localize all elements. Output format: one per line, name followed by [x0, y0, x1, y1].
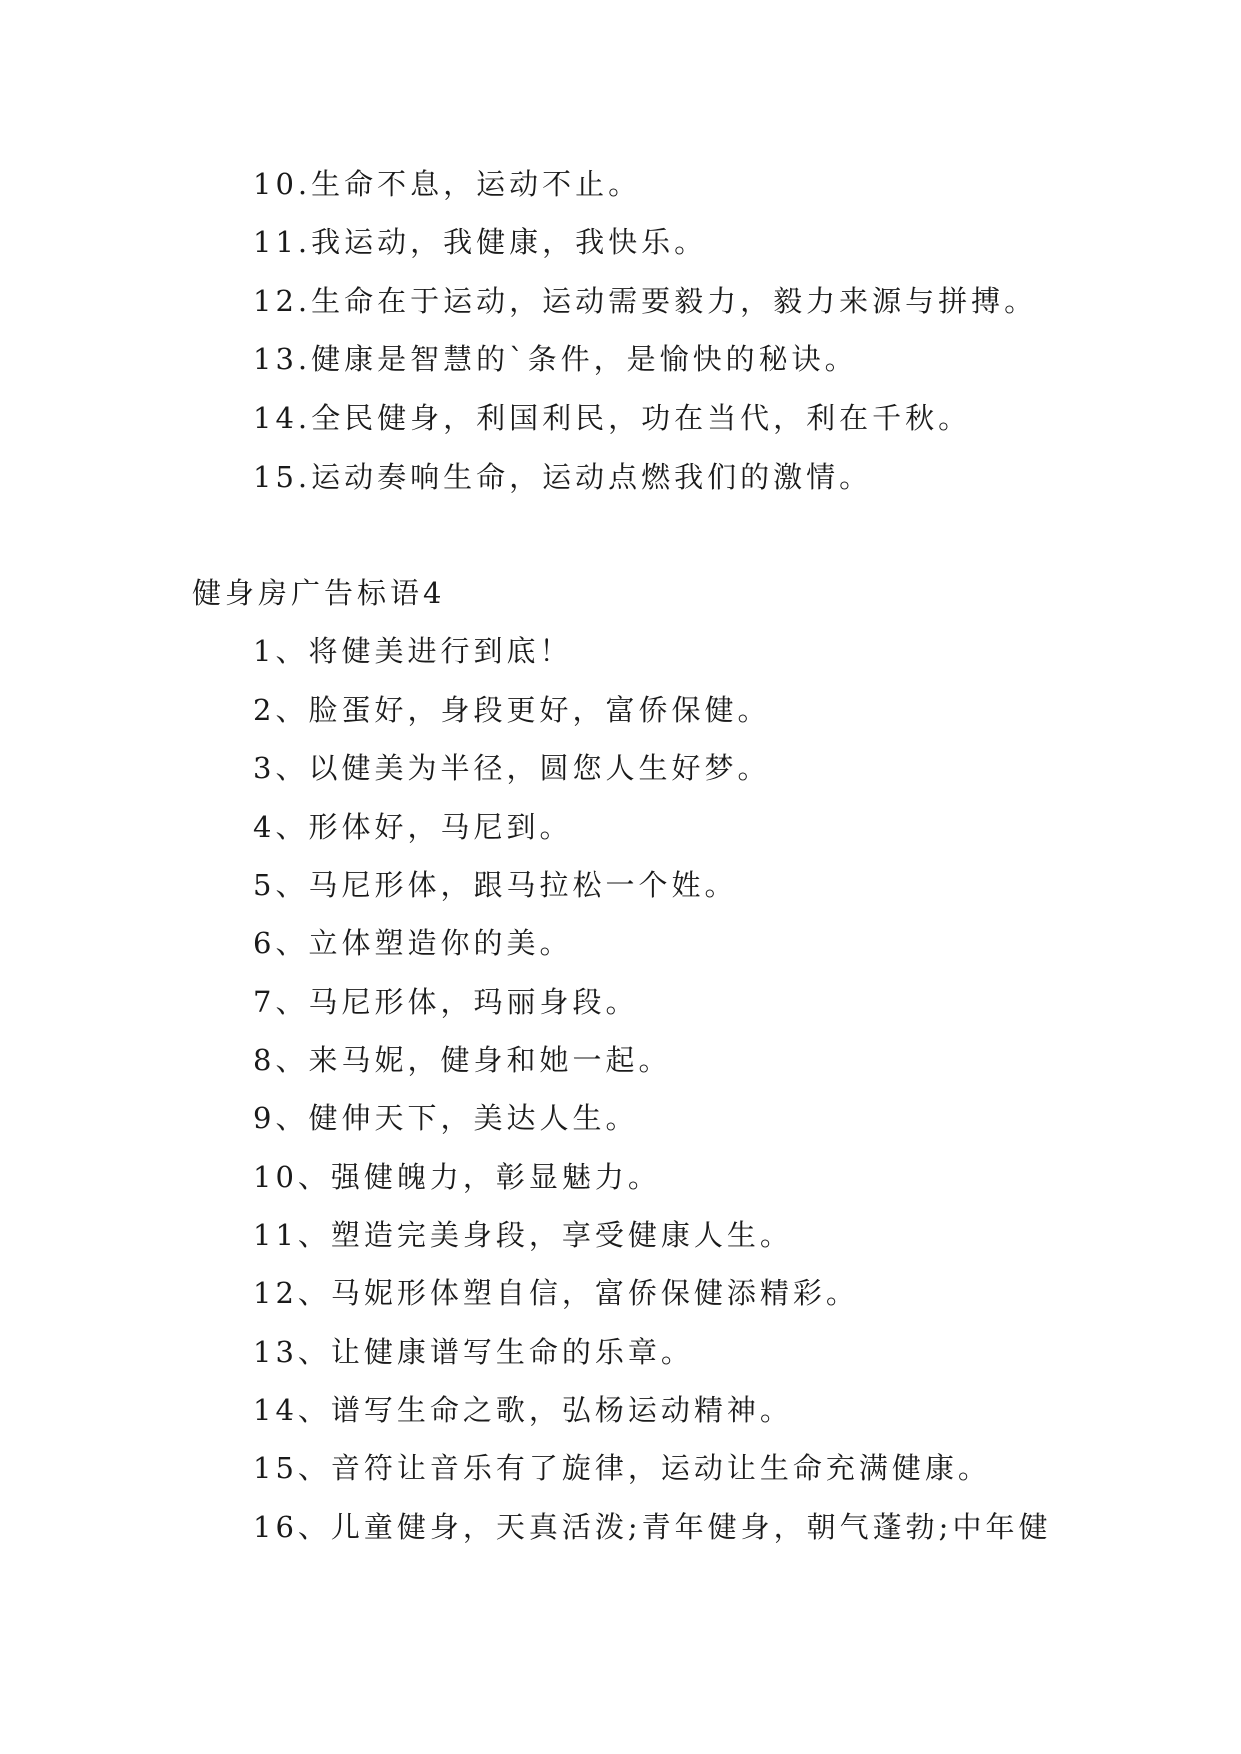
- slogan-line: 3、以健美为半径，圆您人生好梦。: [253, 751, 771, 785]
- slogan-line: 11、塑造完美身段，享受健康人生。: [253, 1218, 793, 1252]
- slogan-line: 10、强健魄力，彰显魅力。: [253, 1160, 661, 1194]
- section-title: 健身房广告标语4: [192, 576, 446, 610]
- slogan-line: 10.生命不息，运动不止。: [253, 167, 642, 201]
- slogan-line: 1、将健美进行到底！: [253, 634, 573, 668]
- slogan-line: 13、让健康谱写生命的乐章。: [253, 1335, 694, 1369]
- slogan-line: 2、脸蛋好，身段更好，富侨保健。: [253, 693, 771, 727]
- slogan-line: 14.全民健身，利国利民，功在当代，利在千秋。: [253, 401, 972, 435]
- slogan-line: 7、马尼形体，玛丽身段。: [253, 985, 639, 1019]
- slogan-line: 9、健伸天下，美达人生。: [253, 1101, 639, 1135]
- slogan-line: 16、儿童健身，天真活泼;青年健身，朝气蓬勃;中年健: [253, 1510, 1052, 1544]
- slogan-line: 15、音符让音乐有了旋律，运动让生命充满健康。: [253, 1451, 991, 1485]
- slogan-line: 12、马妮形体塑自信，富侨保健添精彩。: [253, 1276, 859, 1310]
- slogan-line: 13.健康是智慧的`条件，是愉快的秘诀。: [253, 342, 858, 376]
- slogan-line: 8、来马妮，健身和她一起。: [253, 1043, 672, 1077]
- slogan-line: 15.运动奏响生命，运动点燃我们的激情。: [253, 460, 873, 494]
- slogan-line: 6、立体塑造你的美。: [253, 926, 573, 960]
- slogan-line: 11.我运动，我健康，我快乐。: [253, 225, 708, 259]
- slogan-line: 4、形体好，马尼到。: [253, 810, 573, 844]
- slogan-line: 12.生命在于运动，运动需要毅力，毅力来源与拼搏。: [253, 284, 1038, 318]
- slogan-line: 5、马尼形体，跟马拉松一个姓。: [253, 868, 738, 902]
- slogan-line: 14、谱写生命之歌，弘杨运动精神。: [253, 1393, 793, 1427]
